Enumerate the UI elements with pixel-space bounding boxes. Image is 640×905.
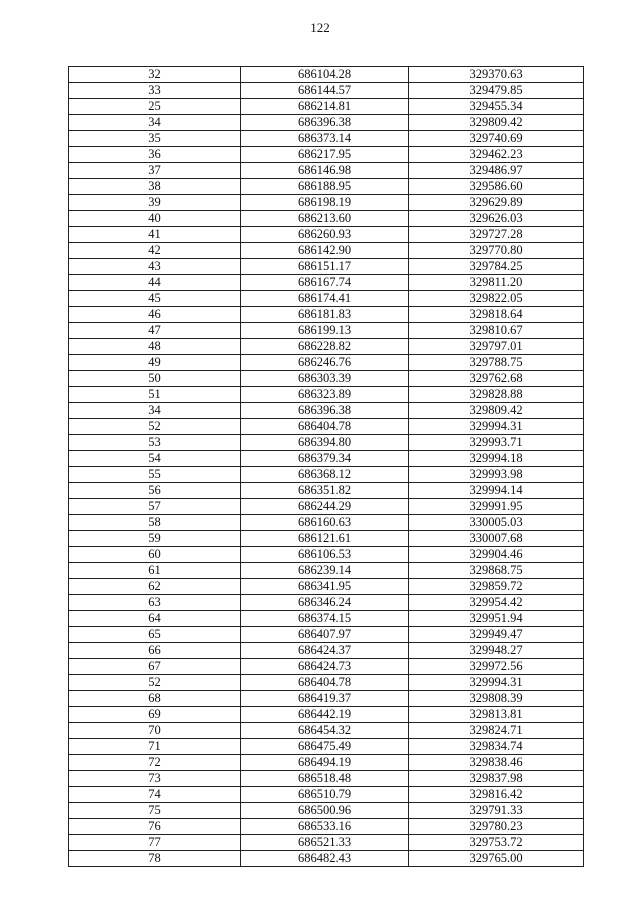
point-number-cell: 51 <box>69 387 241 403</box>
point-number-cell: 53 <box>69 435 241 451</box>
x-coordinate-cell: 686346.24 <box>241 595 409 611</box>
y-coordinate-cell: 329797.01 <box>409 339 584 355</box>
table-row <box>69 771 584 787</box>
table-row <box>69 851 584 867</box>
point-number-cell: 37 <box>69 163 241 179</box>
x-coordinate-cell: 686260.93 <box>241 227 409 243</box>
y-coordinate-cell: 329462.23 <box>409 147 584 163</box>
point-number-cell: 60 <box>69 547 241 563</box>
point-number-cell: 41 <box>69 227 241 243</box>
y-coordinate-cell: 330005.03 <box>409 515 584 531</box>
y-coordinate-cell: 329479.85 <box>409 83 584 99</box>
point-number-cell: 33 <box>69 83 241 99</box>
x-coordinate-cell: 686323.89 <box>241 387 409 403</box>
y-coordinate-cell: 329765.00 <box>409 851 584 867</box>
y-coordinate-cell: 329994.31 <box>409 675 584 691</box>
table-row <box>69 259 584 275</box>
point-number-cell: 75 <box>69 803 241 819</box>
point-number-cell: 25 <box>69 99 241 115</box>
y-coordinate-cell: 329811.20 <box>409 275 584 291</box>
table-row <box>69 499 584 515</box>
y-coordinate-cell: 329993.98 <box>409 467 584 483</box>
table-row <box>69 355 584 371</box>
point-number-cell: 32 <box>69 67 241 83</box>
y-coordinate-cell: 330007.68 <box>409 531 584 547</box>
point-number-cell: 57 <box>69 499 241 515</box>
x-coordinate-cell: 686239.14 <box>241 563 409 579</box>
y-coordinate-cell: 329629.89 <box>409 195 584 211</box>
y-coordinate-cell: 329586.60 <box>409 179 584 195</box>
x-coordinate-cell: 686396.38 <box>241 403 409 419</box>
point-number-cell: 76 <box>69 819 241 835</box>
x-coordinate-cell: 686396.38 <box>241 115 409 131</box>
x-coordinate-cell: 686181.83 <box>241 307 409 323</box>
table-row <box>69 131 584 147</box>
x-coordinate-cell: 686214.81 <box>241 99 409 115</box>
y-coordinate-cell: 329828.88 <box>409 387 584 403</box>
x-coordinate-cell: 686198.19 <box>241 195 409 211</box>
point-number-cell: 52 <box>69 675 241 691</box>
x-coordinate-cell: 686374.15 <box>241 611 409 627</box>
table-row <box>69 803 584 819</box>
point-number-cell: 47 <box>69 323 241 339</box>
point-number-cell: 44 <box>69 275 241 291</box>
point-number-cell: 66 <box>69 643 241 659</box>
x-coordinate-cell: 686121.61 <box>241 531 409 547</box>
table-row <box>69 371 584 387</box>
y-coordinate-cell: 329813.81 <box>409 707 584 723</box>
point-number-cell: 68 <box>69 691 241 707</box>
x-coordinate-cell: 686368.12 <box>241 467 409 483</box>
table-row <box>69 595 584 611</box>
x-coordinate-cell: 686454.32 <box>241 723 409 739</box>
point-number-cell: 42 <box>69 243 241 259</box>
x-coordinate-cell: 686394.80 <box>241 435 409 451</box>
point-number-cell: 55 <box>69 467 241 483</box>
page-number: 122 <box>310 20 330 35</box>
table-row <box>69 99 584 115</box>
x-coordinate-cell: 686151.17 <box>241 259 409 275</box>
x-coordinate-cell: 686494.19 <box>241 755 409 771</box>
point-number-cell: 72 <box>69 755 241 771</box>
table-row <box>69 387 584 403</box>
point-number-cell: 69 <box>69 707 241 723</box>
table-row <box>69 627 584 643</box>
x-coordinate-cell: 686303.39 <box>241 371 409 387</box>
point-number-cell: 64 <box>69 611 241 627</box>
table-row <box>69 611 584 627</box>
x-coordinate-cell: 686475.49 <box>241 739 409 755</box>
y-coordinate-cell: 329993.71 <box>409 435 584 451</box>
point-number-cell: 77 <box>69 835 241 851</box>
point-number-cell: 50 <box>69 371 241 387</box>
y-coordinate-cell: 329753.72 <box>409 835 584 851</box>
y-coordinate-cell: 329868.75 <box>409 563 584 579</box>
x-coordinate-cell: 686404.78 <box>241 675 409 691</box>
x-coordinate-cell: 686213.60 <box>241 211 409 227</box>
x-coordinate-cell: 686146.98 <box>241 163 409 179</box>
x-coordinate-cell: 686510.79 <box>241 787 409 803</box>
table-row <box>69 307 584 323</box>
point-number-cell: 59 <box>69 531 241 547</box>
table-row <box>69 211 584 227</box>
point-number-cell: 39 <box>69 195 241 211</box>
y-coordinate-cell: 329951.94 <box>409 611 584 627</box>
x-coordinate-cell: 686104.28 <box>241 67 409 83</box>
point-number-cell: 35 <box>69 131 241 147</box>
table-row <box>69 323 584 339</box>
x-coordinate-cell: 686341.95 <box>241 579 409 595</box>
y-coordinate-cell: 329810.67 <box>409 323 584 339</box>
y-coordinate-cell: 329486.97 <box>409 163 584 179</box>
point-number-cell: 54 <box>69 451 241 467</box>
x-coordinate-cell: 686174.41 <box>241 291 409 307</box>
x-coordinate-cell: 686167.74 <box>241 275 409 291</box>
y-coordinate-cell: 329370.63 <box>409 67 584 83</box>
table-row <box>69 531 584 547</box>
x-coordinate-cell: 686142.90 <box>241 243 409 259</box>
y-coordinate-cell: 329818.64 <box>409 307 584 323</box>
table-row <box>69 723 584 739</box>
x-coordinate-cell: 686518.48 <box>241 771 409 787</box>
point-number-cell: 36 <box>69 147 241 163</box>
table-row <box>69 67 584 83</box>
y-coordinate-cell: 329994.31 <box>409 419 584 435</box>
table-row <box>69 275 584 291</box>
point-number-cell: 74 <box>69 787 241 803</box>
table-row <box>69 467 584 483</box>
y-coordinate-cell: 329838.46 <box>409 755 584 771</box>
table-row <box>69 451 584 467</box>
y-coordinate-cell: 329770.80 <box>409 243 584 259</box>
point-number-cell: 63 <box>69 595 241 611</box>
point-number-cell: 43 <box>69 259 241 275</box>
point-number-cell: 67 <box>69 659 241 675</box>
table-row <box>69 547 584 563</box>
y-coordinate-cell: 329788.75 <box>409 355 584 371</box>
y-coordinate-cell: 329791.33 <box>409 803 584 819</box>
table-row <box>69 243 584 259</box>
x-coordinate-cell: 686482.43 <box>241 851 409 867</box>
y-coordinate-cell: 329954.42 <box>409 595 584 611</box>
x-coordinate-cell: 686160.63 <box>241 515 409 531</box>
table-row <box>69 179 584 195</box>
y-coordinate-cell: 329994.14 <box>409 483 584 499</box>
x-coordinate-cell: 686244.29 <box>241 499 409 515</box>
point-number-cell: 58 <box>69 515 241 531</box>
y-coordinate-cell: 329784.25 <box>409 259 584 275</box>
table-row <box>69 707 584 723</box>
point-number-cell: 49 <box>69 355 241 371</box>
y-coordinate-cell: 329822.05 <box>409 291 584 307</box>
table-row <box>69 403 584 419</box>
x-coordinate-cell: 686424.73 <box>241 659 409 675</box>
point-number-cell: 65 <box>69 627 241 643</box>
x-coordinate-cell: 686373.14 <box>241 131 409 147</box>
y-coordinate-cell: 329740.69 <box>409 131 584 147</box>
x-coordinate-cell: 686404.78 <box>241 419 409 435</box>
table-row <box>69 227 584 243</box>
y-coordinate-cell: 329824.71 <box>409 723 584 739</box>
point-number-cell: 62 <box>69 579 241 595</box>
coordinates-table <box>68 66 584 867</box>
y-coordinate-cell: 329808.39 <box>409 691 584 707</box>
table-row <box>69 419 584 435</box>
x-coordinate-cell: 686379.34 <box>241 451 409 467</box>
y-coordinate-cell: 329837.98 <box>409 771 584 787</box>
table-row <box>69 691 584 707</box>
x-coordinate-cell: 686144.57 <box>241 83 409 99</box>
point-number-cell: 46 <box>69 307 241 323</box>
point-number-cell: 78 <box>69 851 241 867</box>
x-coordinate-cell: 686500.96 <box>241 803 409 819</box>
y-coordinate-cell: 329780.23 <box>409 819 584 835</box>
table-row <box>69 195 584 211</box>
point-number-cell: 40 <box>69 211 241 227</box>
y-coordinate-cell: 329972.56 <box>409 659 584 675</box>
y-coordinate-cell: 329948.27 <box>409 643 584 659</box>
table-row <box>69 819 584 835</box>
table-row <box>69 115 584 131</box>
point-number-cell: 61 <box>69 563 241 579</box>
point-number-cell: 71 <box>69 739 241 755</box>
table-row <box>69 675 584 691</box>
y-coordinate-cell: 329816.42 <box>409 787 584 803</box>
table-row <box>69 739 584 755</box>
x-coordinate-cell: 686217.95 <box>241 147 409 163</box>
y-coordinate-cell: 329727.28 <box>409 227 584 243</box>
coordinates-table-body <box>69 67 584 867</box>
point-number-cell: 70 <box>69 723 241 739</box>
table-row <box>69 643 584 659</box>
table-row <box>69 83 584 99</box>
y-coordinate-cell: 329809.42 <box>409 403 584 419</box>
x-coordinate-cell: 686188.95 <box>241 179 409 195</box>
table-row <box>69 339 584 355</box>
x-coordinate-cell: 686419.37 <box>241 691 409 707</box>
y-coordinate-cell: 329994.18 <box>409 451 584 467</box>
point-number-cell: 34 <box>69 403 241 419</box>
x-coordinate-cell: 686199.13 <box>241 323 409 339</box>
table-row <box>69 163 584 179</box>
table-row <box>69 515 584 531</box>
table-row <box>69 755 584 771</box>
table-row <box>69 579 584 595</box>
y-coordinate-cell: 329762.68 <box>409 371 584 387</box>
x-coordinate-cell: 686106.53 <box>241 547 409 563</box>
point-number-cell: 56 <box>69 483 241 499</box>
y-coordinate-cell: 329904.46 <box>409 547 584 563</box>
x-coordinate-cell: 686351.82 <box>241 483 409 499</box>
x-coordinate-cell: 686228.82 <box>241 339 409 355</box>
y-coordinate-cell: 329809.42 <box>409 115 584 131</box>
table-row <box>69 483 584 499</box>
table-row <box>69 563 584 579</box>
y-coordinate-cell: 329834.74 <box>409 739 584 755</box>
point-number-cell: 34 <box>69 115 241 131</box>
table-row <box>69 291 584 307</box>
y-coordinate-cell: 329626.03 <box>409 211 584 227</box>
x-coordinate-cell: 686407.97 <box>241 627 409 643</box>
y-coordinate-cell: 329949.47 <box>409 627 584 643</box>
y-coordinate-cell: 329455.34 <box>409 99 584 115</box>
table-row <box>69 659 584 675</box>
table-row <box>69 787 584 803</box>
point-number-cell: 73 <box>69 771 241 787</box>
point-number-cell: 38 <box>69 179 241 195</box>
point-number-cell: 45 <box>69 291 241 307</box>
table-row <box>69 435 584 451</box>
x-coordinate-cell: 686521.33 <box>241 835 409 851</box>
x-coordinate-cell: 686246.76 <box>241 355 409 371</box>
x-coordinate-cell: 686442.19 <box>241 707 409 723</box>
x-coordinate-cell: 686424.37 <box>241 643 409 659</box>
point-number-cell: 52 <box>69 419 241 435</box>
table-row <box>69 147 584 163</box>
x-coordinate-cell: 686533.16 <box>241 819 409 835</box>
table-row <box>69 835 584 851</box>
point-number-cell: 48 <box>69 339 241 355</box>
y-coordinate-cell: 329859.72 <box>409 579 584 595</box>
y-coordinate-cell: 329991.95 <box>409 499 584 515</box>
